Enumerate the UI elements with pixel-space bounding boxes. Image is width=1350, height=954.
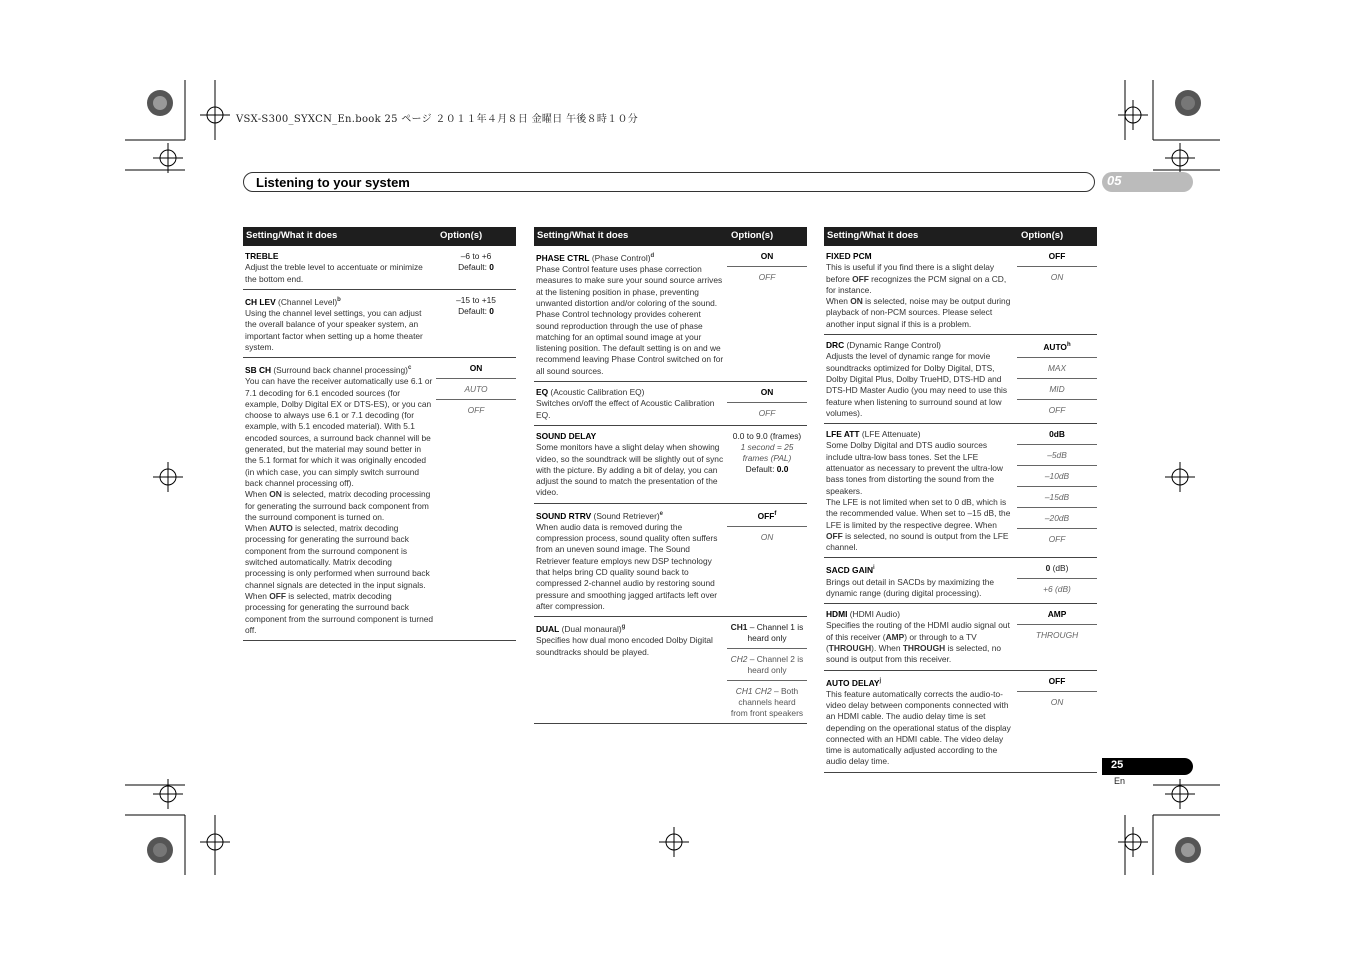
- setting-name: AUTO DELAY: [826, 677, 880, 688]
- setting-description: [824, 604, 1017, 669]
- setting-name: FIXED PCM: [826, 251, 872, 261]
- option-list: [436, 290, 516, 357]
- setting-text: Switches on/off the effect of Acoustic Calibration EQ.: [536, 398, 715, 420]
- option-item: OFF$^f$: [727, 504, 807, 527]
- setting-fullname: (HDMI Audio): [847, 609, 900, 620]
- setting-description: [824, 671, 1017, 772]
- setting-fullname: (Phase Control): [589, 252, 651, 263]
- setting-description: [824, 246, 1017, 334]
- header-setting: Setting/What it does: [827, 230, 919, 241]
- option-item: –6 to +6: [460, 251, 492, 261]
- option-item: ON: [1050, 696, 1064, 707]
- setting-description: [243, 358, 436, 640]
- setting-text: Some Dolby Digital and DTS audio sources include ultra-low bass tones. Set the LFE attenuator as necessary to prevent the ultra-low bass tones from distorting the sound from the speakers. The LFE is not limited when set to 0 dB, which is the recommended value. When set to –15 dB, the LFE is limited by the respective degree. When OFF is selected, no sound is output from the LFE channel.: [826, 440, 1011, 553]
- footnote-mark: g: [621, 624, 626, 631]
- table-row: [243, 246, 516, 290]
- setting-name: LFE ATT: [826, 429, 860, 440]
- option-item: CH2 – Channel 2 is heard only: [727, 649, 807, 681]
- setting-fullname: (Acoustic Calibration EQ): [548, 387, 645, 398]
- setting-description: [534, 504, 727, 616]
- settings-table-2: [534, 227, 807, 724]
- option-list: [727, 426, 807, 503]
- option-item: MID: [1017, 379, 1097, 400]
- option-item: AUTO: [436, 379, 516, 400]
- option-item: –20dB: [1017, 508, 1097, 529]
- setting-name: DUAL: [536, 624, 560, 634]
- setting-name: SB CH: [245, 364, 272, 375]
- option-item: ON: [436, 358, 516, 379]
- option-item: OFF: [758, 272, 776, 282]
- setting-text: Adjust the treble level to accentuate or minimize the bottom end.: [245, 262, 423, 284]
- option-list: [727, 382, 807, 425]
- table-row: [534, 426, 807, 504]
- option-list: [1017, 335, 1097, 423]
- setting-description: [243, 246, 436, 289]
- page-number: 25: [1111, 759, 1124, 771]
- setting-name: TREBLE: [245, 251, 279, 261]
- setting-text: You can have the receiver automatically use 6.1 or 7.1 decoding for 6.1 encoded sources (for example, Dolby Digital EX or DTS-ES), or you can choose to always use 6.1 or 7.1 decoding (for example, with 5.1 encoded material). With 5.1 encoded sources, a surround back channel will be generated, but the material may sound better in the 5.1 format for which it was originally encoded (in which case, you can simply switch surround back channel processing off). When ON is selected, matrix decoding processing for generating the surround back component from the surround component is turned on. When AUTO is selected, matrix decoding processing for generating the surround back component from the surround component is switched automatically. Matrix decoding processing is only performed when surround back channel signals are detected in the input signals. When OFF is selected, matrix decoding processing for generating the surround back component from the surround component is turned off.: [245, 376, 434, 635]
- option-item: –15 to +15: [456, 294, 496, 305]
- option-item: Default: 0: [458, 305, 494, 316]
- option-item: OFF: [1048, 534, 1066, 545]
- setting-name: SACD GAIN: [826, 565, 873, 576]
- table-row: [824, 671, 1097, 773]
- option-item: 0.0 to 9.0 (frames): [732, 430, 802, 441]
- footnote-mark: e: [659, 510, 663, 517]
- table-header: [824, 227, 1097, 246]
- footnote-mark: b: [337, 296, 341, 303]
- option-item: OFF: [467, 405, 485, 416]
- option-item: +6 (dB): [1043, 584, 1071, 595]
- table-header: [243, 227, 516, 246]
- option-list: [1017, 671, 1097, 772]
- option-item: ON: [760, 531, 774, 542]
- option-list: [436, 358, 516, 640]
- option-item: –5dB: [1017, 445, 1097, 466]
- setting-description: [534, 426, 727, 503]
- chapter-tab: [1102, 172, 1193, 192]
- setting-text: Using the channel level settings, you can adjust the overall balance of your speaker system, an important factor when setting up a home theater system.: [245, 307, 423, 352]
- option-list: [727, 504, 807, 616]
- footnote-mark: i: [873, 565, 875, 572]
- header-setting: Setting/What it does: [246, 230, 338, 241]
- option-item: CH1 CH2 – Both channels heard from front speakers: [730, 686, 804, 719]
- page-number-tab: [1102, 758, 1193, 775]
- setting-name: EQ: [536, 387, 549, 398]
- setting-description: [534, 246, 727, 381]
- setting-name: SOUND DELAY: [536, 430, 597, 441]
- setting-name: CH LEV: [245, 296, 276, 307]
- table-row: [534, 246, 807, 382]
- table-header: [534, 227, 807, 246]
- setting-fullname: (Dynamic Range Control): [844, 340, 941, 351]
- setting-text: Some monitors have a slight delay when showing video, so the soundtrack will be slightly out of sync with the picture. By adding a bit of delay, you can adjust the sound to match the presentation of the video.: [536, 442, 724, 498]
- table-row: [243, 358, 516, 641]
- table-row: [824, 424, 1097, 558]
- option-item: 0 (dB): [1017, 558, 1097, 579]
- setting-fullname: (Dual monaural): [559, 624, 622, 634]
- setting-text: Phase Control feature uses phase correction measures to make sure your sound source arrives at the listening position in phase, preventing unwanted distortion and/or coloring of the sound. Phase Control technology provides coherent sound reproduction through the use of phase matching for an optimal sound image at your listening position. The default setting is on and we recommend leaving Phase Control switched on for all sound sources.: [536, 264, 724, 376]
- option-item: ON: [727, 246, 807, 267]
- option-item: OFF: [1017, 671, 1097, 692]
- setting-description: [824, 335, 1017, 423]
- page-language: En: [1114, 776, 1126, 786]
- option-item: AMP: [1017, 604, 1097, 625]
- setting-name: HDMI: [826, 609, 848, 620]
- option-item: OFF: [1048, 404, 1066, 415]
- setting-name: DRC: [826, 340, 845, 351]
- option-list: [727, 246, 807, 381]
- option-item: OFF: [758, 408, 776, 419]
- footnote-mark: j: [879, 677, 882, 684]
- option-item: Default: 0: [458, 262, 494, 272]
- option-item: 0dB: [1017, 424, 1097, 445]
- option-item: AUTO$^h$: [1017, 335, 1097, 358]
- file-info-line: VSX-S300_SYXCN_En.book 25 ページ ２０１１年４月８日 金曜日 午後８時１０分: [236, 114, 639, 125]
- section-title: Listening to your system: [256, 175, 410, 190]
- option-list: [1017, 246, 1097, 334]
- option-item: CH1 – Channel 1 is heard only: [727, 617, 807, 649]
- setting-name: SOUND RTRV: [536, 510, 592, 521]
- setting-text: Specifies how dual mono encoded Dolby Digital soundtracks should be played.: [536, 635, 713, 657]
- table-row: [243, 290, 516, 358]
- option-item: Default: 0.0: [745, 463, 789, 474]
- settings-table-3: [824, 227, 1097, 773]
- footnote-mark: d: [650, 253, 655, 259]
- footnote-mark: c: [407, 365, 412, 372]
- setting-text: When audio data is removed during the compression process, sound quality often suffers from an uneven sound image. The Sound Retriever feature employs new DSP technology that helps bring CD quality sound back to compressed 2-channel audio by restoring sound pressure and smoothing jagged artifacts left over after compression.: [536, 521, 718, 611]
- option-list: [1017, 604, 1097, 669]
- option-item: THROUGH: [1035, 630, 1079, 641]
- table-row: [824, 246, 1097, 335]
- setting-text: Adjusts the level of dynamic range for movie soundtracks optimized for Dolby Digital, DTS, Dolby Digital Plus, Dolby TrueHD, DTS-HD and DTS-HD Master Audio (you may need to use this feature when listening to surround sound at low volumes).: [826, 351, 1008, 418]
- option-item: 1 second = 25 frames (PAL): [740, 441, 794, 463]
- option-item: MAX: [1017, 358, 1097, 379]
- option-item: ON: [1050, 272, 1064, 282]
- setting-description: [824, 558, 1017, 603]
- option-item: –15dB: [1017, 487, 1097, 508]
- setting-fullname: (Channel Level): [275, 296, 338, 307]
- setting-description: [824, 424, 1017, 557]
- option-list: [727, 617, 807, 723]
- setting-fullname: (Surround back channel processing): [271, 364, 408, 375]
- chapter-number: 05: [1107, 173, 1122, 188]
- option-item: ON: [727, 382, 807, 403]
- option-list: [436, 246, 516, 289]
- settings-table-1: [243, 227, 516, 641]
- header-options: Option(s): [1021, 230, 1064, 241]
- table-row: [534, 382, 807, 426]
- setting-name: PHASE CTRL: [536, 252, 590, 263]
- option-item: –10dB: [1017, 466, 1097, 487]
- setting-description: [243, 290, 436, 357]
- setting-description: [534, 382, 727, 425]
- setting-fullname: (Sound Retriever): [591, 510, 660, 521]
- option-item: OFF: [1017, 246, 1097, 267]
- table-row: [824, 558, 1097, 604]
- setting-description: [534, 617, 727, 723]
- table-row: [824, 604, 1097, 670]
- section-title-bar: [243, 172, 1095, 192]
- option-list: [1017, 558, 1097, 603]
- header-options: Option(s): [731, 230, 774, 241]
- setting-fullname: (LFE Attenuate): [859, 429, 921, 440]
- setting-text: This is useful if you find there is a slight delay before OFF recognizes the PCM signal on a CD, for instance. When ON is selected, noise may be output during playback of non-PCM sources. Please select another input signal if this is a problem.: [826, 262, 1011, 329]
- table-row: [534, 617, 807, 724]
- header-options: Option(s): [440, 230, 483, 241]
- setting-text: This feature automatically corrects the audio-to-video delay between components connected with an HDMI cable. The audio delay time is set depending on the operational status of the display connected with an HDMI cable. The video delay time is automatically adjusted according to the audio delay time.: [826, 688, 1011, 767]
- option-list: [1017, 424, 1097, 557]
- header-setting: Setting/What it does: [537, 230, 629, 241]
- setting-text: Specifies the routing of the HDMI audio signal out of this receiver (AMP) or through to a TV (THROUGH). When THROUGH is selected, no sound is output from this receiver.: [826, 620, 1010, 665]
- table-row: [534, 504, 807, 617]
- setting-text: Brings out detail in SACDs by maximizing the dynamic range (during digital processing).: [826, 576, 995, 598]
- table-row: [824, 335, 1097, 424]
